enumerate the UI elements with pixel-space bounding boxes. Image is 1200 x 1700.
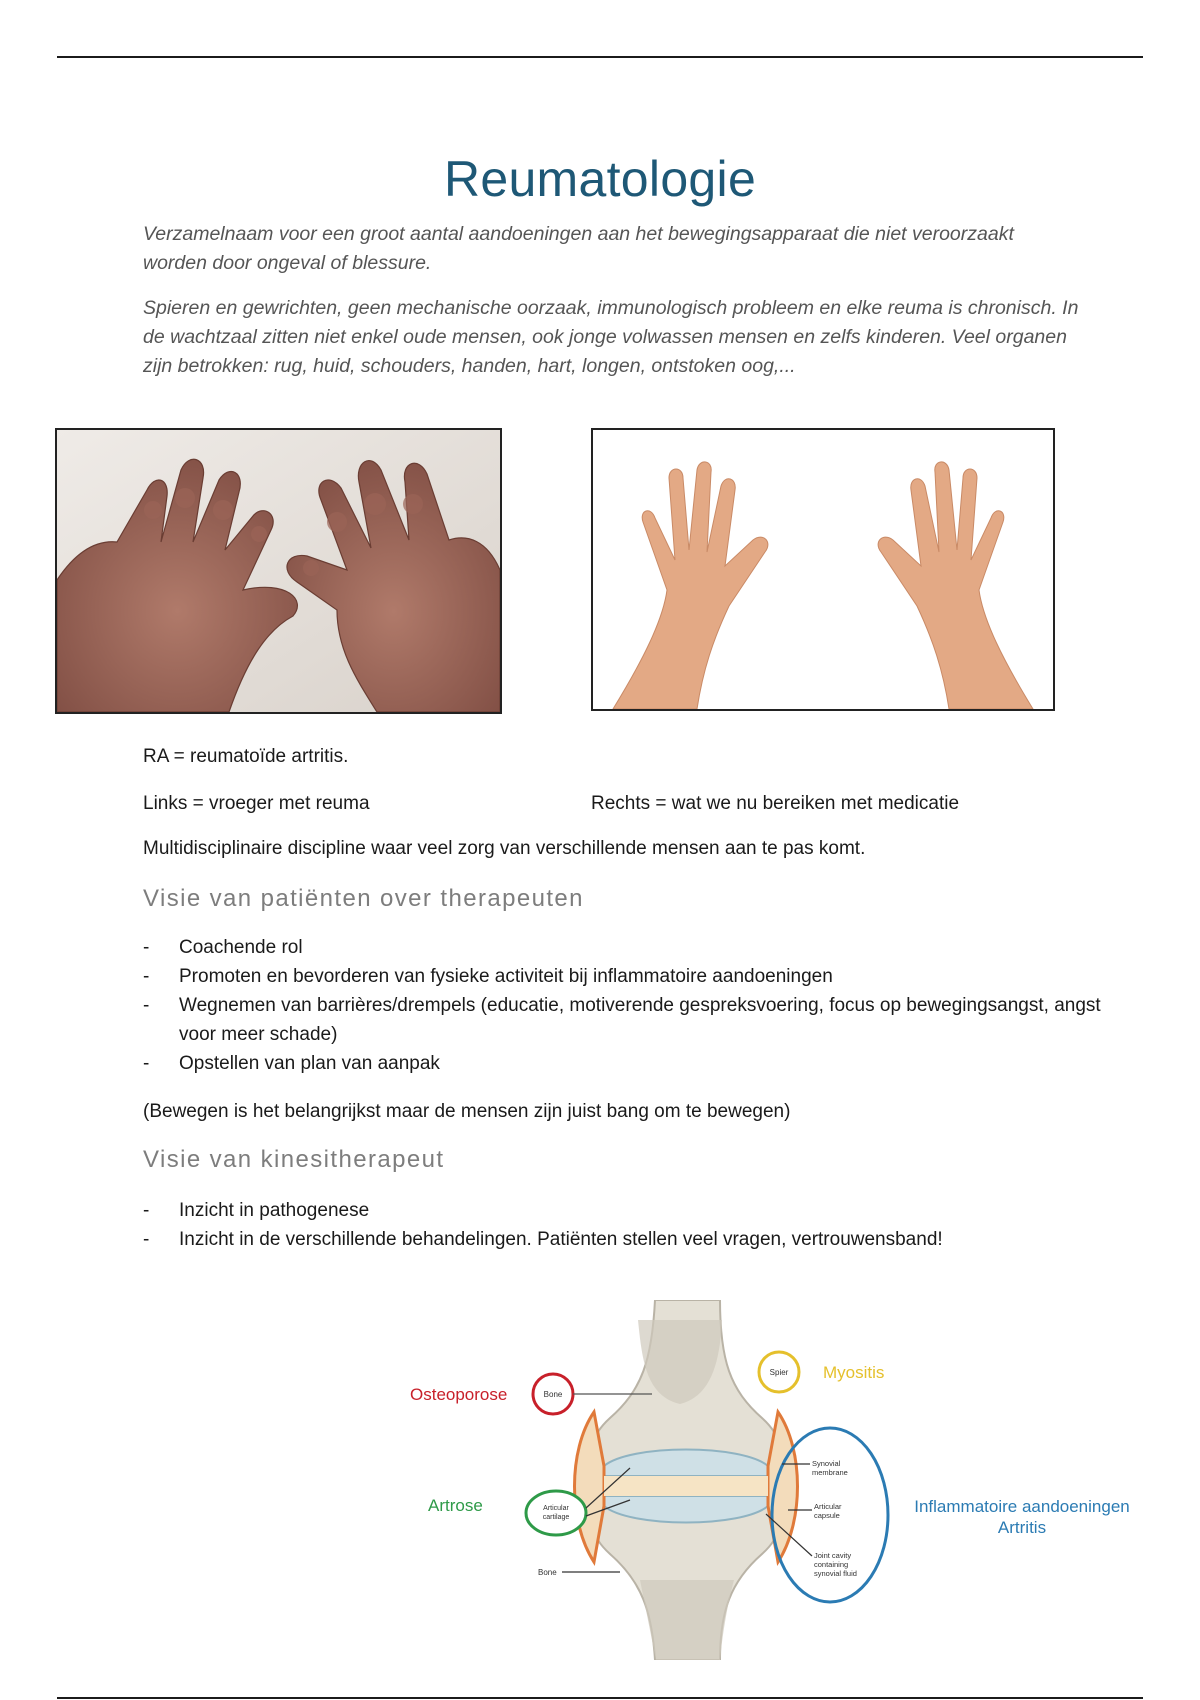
list-item: - Inzicht in de verschillende behandelingen. Patiënten stellen veel vragen, vertrouwensband! <box>143 1225 1103 1254</box>
top-rule <box>57 56 1143 58</box>
section-heading-physio: Visie van kinesitherapeut <box>143 1146 445 1173</box>
list-item: - Opstellen van plan van aanpak <box>143 1049 1103 1078</box>
deformed-hands-illustration <box>57 430 500 712</box>
section-heading-patients: Visie van patiënten over therapeuten <box>143 885 584 912</box>
bone-tag: Bone <box>543 1390 563 1399</box>
synovial-membrane-line1: Synovial <box>812 1459 841 1468</box>
synovial-membrane-line2: membrane <box>812 1468 848 1477</box>
artrose-label: Artrose <box>428 1496 483 1515</box>
left-photo-caption: Links = vroeger met reuma <box>143 793 370 814</box>
cartilage-tag-line1: Articular <box>543 1505 569 1512</box>
ra-definition: RA = reumatoïde artritis. <box>143 746 349 767</box>
healthy-hands-photo <box>591 428 1055 711</box>
page-title: Reumatologie <box>443 151 757 207</box>
ra-hands-photo <box>55 428 502 714</box>
joint-cavity-line3: synovial fluid <box>814 1569 857 1578</box>
joint-cavity-line2: containing <box>814 1560 849 1569</box>
inflammatory-label-line1: Inflammatoire aandoeningen <box>914 1497 1130 1516</box>
joint-diagram <box>390 1300 1160 1660</box>
list-item: - Wegnemen van barrières/drempels (educatie, motiverende gespreksvoering, focus op bewegingsangst, angst voor meer schade) <box>143 991 1103 1049</box>
myositis-label: Myositis <box>823 1363 885 1382</box>
multidisciplinary-text: Multidisciplinaire discipline waar veel zorg van verschillende mensen aan te pas komt. <box>143 838 866 859</box>
cartilage-circle-icon <box>526 1491 586 1535</box>
cartilage-tag-line2: cartilage <box>542 1514 570 1521</box>
intro-paragraph-1: Verzamelnaam voor een groot aantal aandoeningen aan het bewegingsapparaat die niet veroorzaakt worden door ongeval of blessure. <box>143 223 1014 274</box>
bottom-rule <box>57 1697 1143 1699</box>
list-item: - Promoten en bevorderen van fysieke activiteit bij inflammatoire aandoeningen <box>143 962 1103 991</box>
spier-tag: Spier <box>769 1368 789 1377</box>
physio-view-list <box>143 1196 1103 1254</box>
patients-view-list <box>143 933 1103 1078</box>
inflammatory-label-line2: Artritis <box>997 1518 1047 1537</box>
intro-paragraph-2: Spieren en gewrichten, geen mechanische oorzaak, immunologisch probleem en elke reuma is chronisch. In de wachtzaal zitten niet enkel oude mensen, ook jonge volwassen mensen en zelfs kinderen. Veel organen zijn betrokken: rug, huid, schouders, handen, hart, longen, ontstoken oog,... <box>143 297 1079 377</box>
list-item: - Coachende rol <box>143 933 1103 962</box>
list-item: - Inzicht in pathogenese <box>143 1196 1103 1225</box>
articular-capsule-line1: Articular <box>814 1502 842 1511</box>
healthy-hands-illustration <box>593 430 1053 709</box>
osteoporose-label: Osteoporose <box>410 1385 508 1404</box>
right-photo-caption: Rechts = wat we nu bereiken met medicatie <box>591 793 960 814</box>
joint-cavity-line1: Joint cavity <box>814 1551 852 1560</box>
movement-note: (Bewegen is het belangrijkst maar de mensen zijn juist bang om te bewegen) <box>143 1101 791 1122</box>
articular-capsule-line2: capsule <box>814 1511 840 1520</box>
bone-label: Bone <box>538 1568 557 1577</box>
